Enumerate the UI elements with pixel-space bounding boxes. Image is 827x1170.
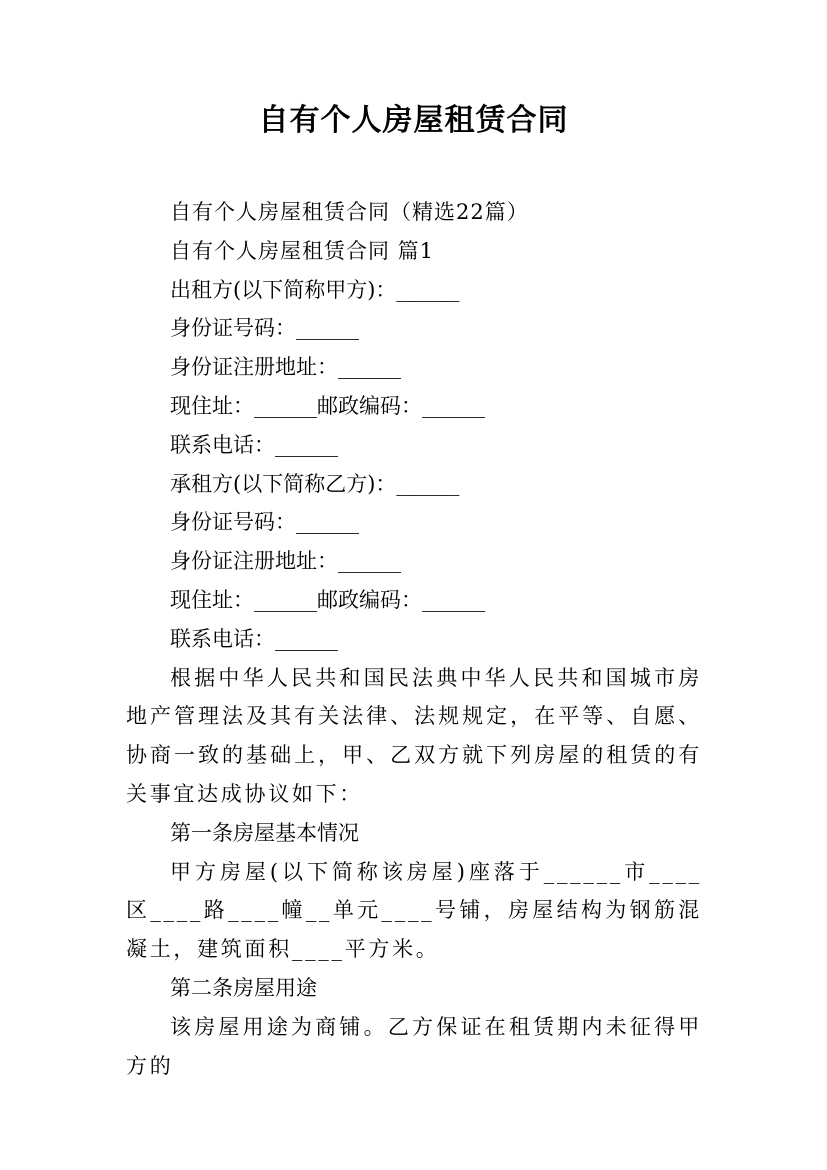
- lessor-id-line: 身份证号码：______: [170, 316, 359, 341]
- article2-paragraph: 该房屋用途为商铺。乙方保证在租赁期内未征得甲方的: [126, 1014, 702, 1078]
- article1-heading: 第一条房屋基本情况: [170, 820, 359, 845]
- lessee-line: 承租方(以下简称乙方)：______: [170, 471, 460, 496]
- lessee-id-address-line: 身份证注册地址：______: [170, 549, 401, 574]
- lessor-address-line: 现住址：______邮政编码：______: [170, 393, 485, 418]
- document-body: [126, 193, 702, 1085]
- lessee-phone-line: 联系电话：______: [170, 626, 338, 651]
- lessor-line: 出租方(以下简称甲方)：______: [170, 277, 460, 302]
- subtitle-line: 自有个人房屋租赁合同（精选22篇）: [170, 200, 529, 224]
- lessor-id-address-line: 身份证注册地址：______: [170, 355, 401, 380]
- lessee-id-line: 身份证号码：______: [170, 510, 359, 535]
- intro-paragraph: 根据中华人民共和国民法典中华人民共和国城市房地产管理法及其有关法律、法规规定，在平等、自愿、协商一致的基础上，甲、乙双方就下列房屋的租赁的有关事宜达成协议如下：: [126, 665, 702, 806]
- document-title: 自有个人房屋租赁合同: [258, 103, 569, 138]
- article1-paragraph: 甲方房屋(以下简称该房屋)座落于______市____区____路____幢__单元____号铺，房屋结构为钢筋混凝土，建筑面积____平方米。: [126, 859, 702, 962]
- lessee-address-line: 现住址：______邮政编码：______: [170, 587, 485, 612]
- article2-heading: 第二条房屋用途: [170, 975, 317, 1000]
- lessor-phone-line: 联系电话：______: [170, 432, 338, 457]
- section-heading: 自有个人房屋租赁合同 篇1: [170, 238, 435, 263]
